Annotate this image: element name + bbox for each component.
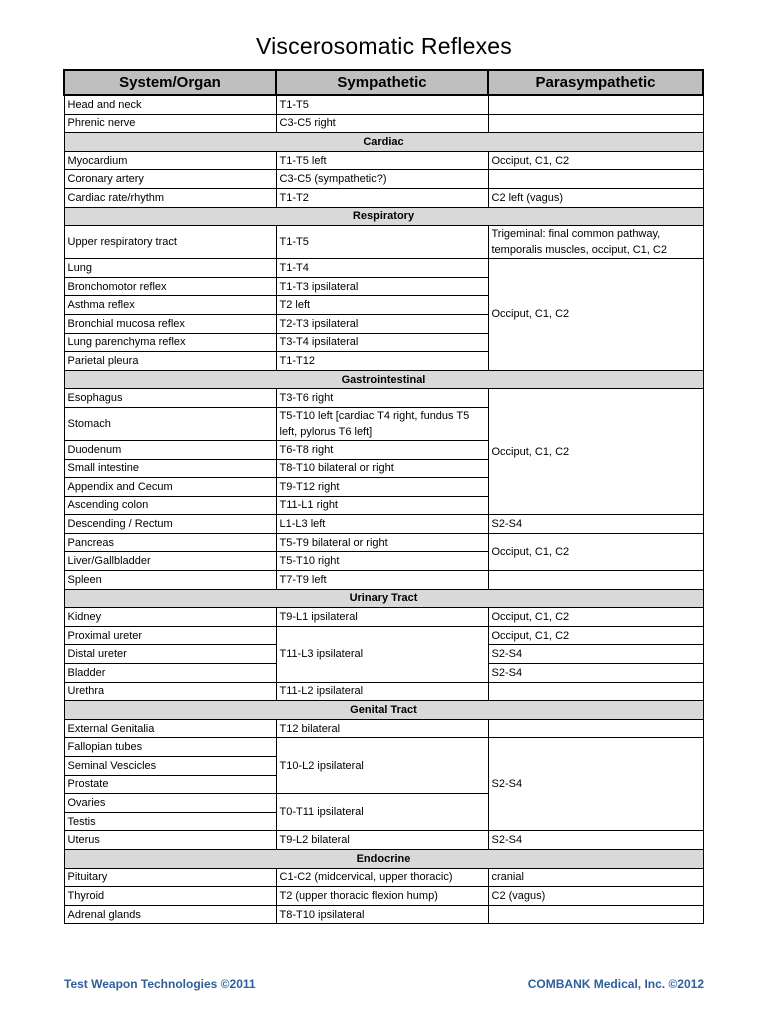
organ-cell: Lung — [64, 259, 276, 278]
table-row — [64, 719, 703, 738]
column-header-sympathetic: Sympathetic — [276, 70, 488, 95]
parasympathetic-cell: Occiput, C1, C2 — [488, 389, 703, 515]
table-row — [64, 626, 703, 645]
table-row — [64, 571, 703, 590]
parasympathetic-cell: Occiput, C1, C2 — [488, 608, 703, 627]
table-row — [64, 868, 703, 887]
parasympathetic-cell — [488, 114, 703, 133]
sympathetic-cell: T0-T11 ipsilateral — [276, 794, 488, 831]
section-title: Cardiac — [64, 133, 703, 152]
sympathetic-cell: T7-T9 left — [276, 571, 488, 590]
parasympathetic-cell — [488, 719, 703, 738]
parasympathetic-cell: S2-S4 — [488, 645, 703, 664]
table-row — [64, 738, 703, 757]
parasympathetic-cell — [488, 905, 703, 924]
parasympathetic-cell — [488, 682, 703, 701]
organ-cell: Bronchomotor reflex — [64, 277, 276, 296]
sympathetic-cell: T9-L2 bilateral — [276, 831, 488, 850]
parasympathetic-cell: C2 left (vagus) — [488, 188, 703, 207]
organ-cell: Esophagus — [64, 389, 276, 408]
table-row — [64, 608, 703, 627]
sympathetic-cell: T1-T5 — [276, 226, 488, 259]
organ-cell: Lung parenchyma reflex — [64, 333, 276, 352]
table-header-row — [64, 70, 703, 95]
table-row — [64, 905, 703, 924]
parasympathetic-cell: S2-S4 — [488, 664, 703, 683]
section-header-row — [64, 849, 703, 868]
organ-cell: Cardiac rate/rhythm — [64, 188, 276, 207]
sympathetic-cell: T8-T10 ipsilateral — [276, 905, 488, 924]
table-row — [64, 259, 703, 278]
parasympathetic-cell: Occiput, C1, C2 — [488, 151, 703, 170]
organ-cell: Small intestine — [64, 459, 276, 478]
sympathetic-cell: T11-L1 right — [276, 496, 488, 515]
sympathetic-cell: T1-T3 ipsilateral — [276, 277, 488, 296]
sympathetic-cell: T5-T9 bilateral or right — [276, 533, 488, 552]
table-row — [64, 887, 703, 906]
organ-cell: Pituitary — [64, 868, 276, 887]
sympathetic-cell: T8-T10 bilateral or right — [276, 459, 488, 478]
sympathetic-cell: T1-T5 — [276, 95, 488, 114]
parasympathetic-cell — [488, 95, 703, 114]
table-row — [64, 682, 703, 701]
organ-cell: Distal ureter — [64, 645, 276, 664]
sympathetic-cell: T10-L2 ipsilateral — [276, 738, 488, 794]
organ-cell: Testis — [64, 812, 276, 831]
section-header-row — [64, 589, 703, 608]
sympathetic-cell: T9-T12 right — [276, 478, 488, 497]
parasympathetic-cell: Trigeminal: final common pathway, temporalis muscles, occiput, C1, C2 — [488, 226, 703, 259]
section-title: Gastrointestinal — [64, 370, 703, 389]
organ-cell: Appendix and Cecum — [64, 478, 276, 497]
organ-cell: Liver/Gallbladder — [64, 552, 276, 571]
parasympathetic-cell: Occiput, C1, C2 — [488, 626, 703, 645]
section-header-row — [64, 370, 703, 389]
organ-cell: Pancreas — [64, 533, 276, 552]
table-row — [64, 170, 703, 189]
organ-cell: Proximal ureter — [64, 626, 276, 645]
section-title: Endocrine — [64, 849, 703, 868]
section-header-row — [64, 207, 703, 226]
organ-cell: Fallopian tubes — [64, 738, 276, 757]
section-title: Genital Tract — [64, 701, 703, 720]
organ-cell: Urethra — [64, 682, 276, 701]
organ-cell: Descending / Rectum — [64, 515, 276, 534]
organ-cell: Upper respiratory tract — [64, 226, 276, 259]
table-row — [64, 188, 703, 207]
organ-cell: Phrenic nerve — [64, 114, 276, 133]
organ-cell: Adrenal glands — [64, 905, 276, 924]
organ-cell: Bladder — [64, 664, 276, 683]
section-header-row — [64, 701, 703, 720]
organ-cell: Myocardium — [64, 151, 276, 170]
parasympathetic-cell: S2-S4 — [488, 738, 703, 831]
parasympathetic-cell: C2 (vagus) — [488, 887, 703, 906]
organ-cell: Seminal Vescicles — [64, 757, 276, 776]
sympathetic-cell: T2 (upper thoracic flexion hump) — [276, 887, 488, 906]
sympathetic-cell: T2 left — [276, 296, 488, 315]
sympathetic-cell: T3-T6 right — [276, 389, 488, 408]
sympathetic-cell: T11-L2 ipsilateral — [276, 682, 488, 701]
table-row — [64, 95, 703, 114]
organ-cell: Spleen — [64, 571, 276, 590]
sympathetic-cell: T1-T4 — [276, 259, 488, 278]
sympathetic-cell: T5-T10 right — [276, 552, 488, 571]
sympathetic-cell: C3-C5 right — [276, 114, 488, 133]
organ-cell: Thyroid — [64, 887, 276, 906]
table-row — [64, 226, 703, 259]
organ-cell: Ovaries — [64, 794, 276, 813]
sympathetic-cell: T3-T4 ipsilateral — [276, 333, 488, 352]
table-row — [64, 389, 703, 408]
parasympathetic-cell: S2-S4 — [488, 515, 703, 534]
sympathetic-cell: T11-L3 ipsilateral — [276, 626, 488, 682]
page-title: Viscerosomatic Reflexes — [256, 33, 512, 59]
organ-cell: Head and neck — [64, 95, 276, 114]
section-title: Urinary Tract — [64, 589, 703, 608]
sympathetic-cell: T1-T2 — [276, 188, 488, 207]
organ-cell: Bronchial mucosa reflex — [64, 314, 276, 333]
table-row — [64, 114, 703, 133]
table-row — [64, 831, 703, 850]
table-row — [64, 533, 703, 552]
sympathetic-cell: T5-T10 left [cardiac T4 right, fundus T5 left, pylorus T6 left] — [276, 407, 488, 440]
organ-cell: Ascending colon — [64, 496, 276, 515]
parasympathetic-cell: Occiput, C1, C2 — [488, 259, 703, 371]
footer-left-copyright: Test Weapon Technologies ©2011 — [64, 977, 256, 991]
organ-cell: Kidney — [64, 608, 276, 627]
sympathetic-cell: T6-T8 right — [276, 440, 488, 459]
organ-cell: Stomach — [64, 407, 276, 440]
sympathetic-cell: T1-T5 left — [276, 151, 488, 170]
organ-cell: Asthma reflex — [64, 296, 276, 315]
organ-cell: Uterus — [64, 831, 276, 850]
sympathetic-cell: C3-C5 (sympathetic?) — [276, 170, 488, 189]
section-header-row — [64, 133, 703, 152]
sympathetic-cell: L1-L3 left — [276, 515, 488, 534]
sympathetic-cell: T1-T12 — [276, 352, 488, 371]
parasympathetic-cell — [488, 170, 703, 189]
footer-right-copyright: COMBANK Medical, Inc. ©2012 — [527, 977, 704, 991]
organ-cell: External Genitalia — [64, 719, 276, 738]
organ-cell: Prostate — [64, 775, 276, 794]
sympathetic-cell: T12 bilateral — [276, 719, 488, 738]
column-header-organ: System/Organ — [64, 70, 276, 95]
parasympathetic-cell: Occiput, C1, C2 — [488, 533, 703, 570]
section-title: Respiratory — [64, 207, 703, 226]
sympathetic-cell: T2-T3 ipsilateral — [276, 314, 488, 333]
viscerosomatic-table — [63, 69, 704, 924]
parasympathetic-cell — [488, 571, 703, 590]
organ-cell: Parietal pleura — [64, 352, 276, 371]
parasympathetic-cell: cranial — [488, 868, 703, 887]
table-row — [64, 151, 703, 170]
parasympathetic-cell: S2-S4 — [488, 831, 703, 850]
table-row — [64, 515, 703, 534]
sympathetic-cell: C1-C2 (midcervical, upper thoracic) — [276, 868, 488, 887]
organ-cell: Duodenum — [64, 440, 276, 459]
sympathetic-cell: T9-L1 ipsilateral — [276, 608, 488, 627]
organ-cell: Coronary artery — [64, 170, 276, 189]
column-header-parasympathetic: Parasympathetic — [488, 70, 703, 95]
